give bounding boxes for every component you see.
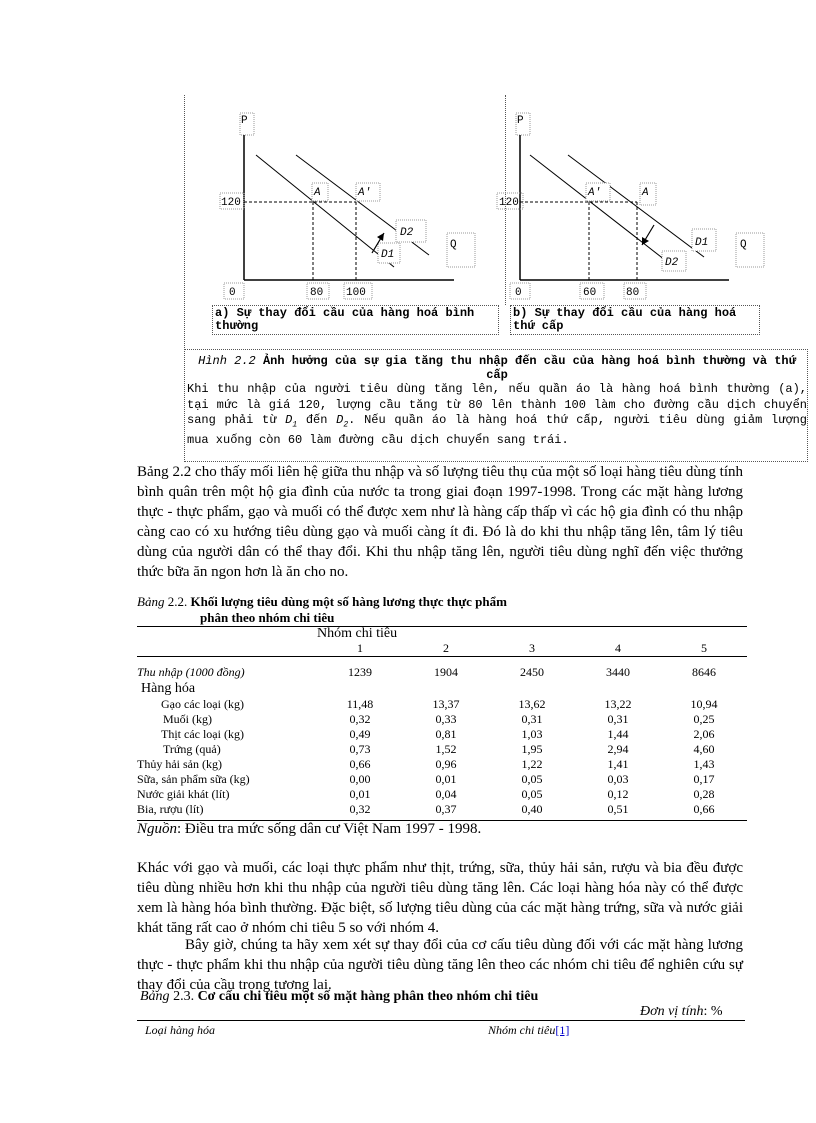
table-2-2 (137, 626, 747, 817)
left-q-label: Q (450, 239, 457, 251)
figure-caption-a: a) Sự thay đổi cầu của hàng hoá bình thường (212, 305, 499, 335)
row-value: 0,33 (435, 712, 457, 726)
row-value: 0,03 (607, 772, 629, 786)
row-label: Muối (kg) (163, 712, 212, 726)
left-p-label: P (241, 115, 248, 127)
col-header: 5 (701, 641, 707, 655)
row-value: 4,60 (693, 742, 715, 756)
row-value: 0,31 (607, 712, 629, 726)
row-label: Nước giải khát (lít) (137, 787, 230, 801)
group-header: Nhóm chi tiêu (317, 626, 398, 641)
figure-caption-box (184, 349, 808, 462)
paragraph-table-intro: Bảng 2.2 cho thấy mối liên hệ giữa thu nhập và số lượng tiêu thụ của một số loại hàng tiêu dùng tính bình quân trên một hộ gia đình của nước ta trong giai đoạn 1997-1998. Trong các mặt hàng lương thực - thực phẩm, gạo và muối có thể được xem như là hàng cấp thấp vì các hộ gia đình có thu nhập càng cao có xu hướng tiêu dùng gạo và muối càng ít đi. Đó là do khi thu nhập tăng lên, tâm lý tiêu dùng của người dân có thể thay đổi. Khi thu nhập tăng lên, người tiêu dùng nghĩ đến việc thưởng thức bữa ăn ngon hơn là ăn cho no. (137, 464, 743, 580)
right-point-a-prime: A' (588, 187, 602, 199)
left-x-tick-2: 100 (346, 287, 366, 299)
table-2-2-title-line2: phân theo nhóm chi tiêu (200, 610, 335, 625)
row-value: 0,32 (349, 802, 371, 816)
row-value: 0,01 (435, 772, 457, 786)
row-value: 0,49 (349, 727, 371, 741)
figure-title: Hình 2.2 Ảnh hưởng của sự gia tăng thu nhập đến cầu của hàng hoá bình thường và thứ cấp (198, 354, 796, 382)
row-label: Sữa, sản phẩm sữa (kg) (137, 772, 250, 786)
right-curve-d2: D2 (665, 257, 679, 269)
row-value: 10,94 (690, 697, 718, 711)
col-header: 2 (443, 641, 449, 655)
row-value: 1,03 (521, 727, 543, 741)
row-value: 0,37 (435, 802, 457, 816)
right-curve-d1: D1 (695, 237, 709, 249)
row-value: 13,62 (518, 697, 546, 711)
row-value: 1,52 (435, 742, 457, 756)
table-2-3-unit: Đơn vị tính: % (640, 1004, 723, 1019)
table-row (137, 727, 747, 742)
paragraph-normal-goods: Khác với gạo và muối, các loại thực phẩm như thịt, trứng, sữa, thủy hải sản, rượu và bia đều được tiêu dùng nhiều hơn khi thu nhập của người tiêu dùng tăng lên. Các loại hàng hóa này có thể được xem là hàng hóa bình thường. Đặc biệt, số lượng tiêu dùng của các mặt hàng trứng, sữa và nước giải khát tăng rất cao ở nhóm chi tiêu 5 so với nhóm 4. (137, 860, 743, 936)
row-value: 0,28 (693, 787, 715, 801)
row-value: 0,01 (349, 787, 371, 801)
row-value: 0,12 (607, 787, 629, 801)
table-row (137, 757, 747, 772)
row-value: 0,04 (435, 787, 457, 801)
graph-right (497, 113, 764, 299)
row-value: 0,96 (435, 757, 457, 771)
row-value: 2,06 (693, 727, 715, 741)
row-value: 0,66 (349, 757, 371, 771)
row-value: 0,05 (521, 772, 543, 786)
row-label: Gạo các loại (kg) (161, 697, 244, 711)
row-label: Trứng (quả) (163, 742, 221, 756)
table-row (137, 787, 747, 802)
table-row (137, 712, 747, 727)
table-source: Nguồn: Điều tra mức sống dân cư Việt Nam 1997 - 1998. (137, 821, 482, 837)
left-x-tick-0: 0 (229, 287, 236, 299)
col-header: 3 (529, 641, 535, 655)
right-p-label: P (517, 115, 524, 127)
footnote-link[interactable]: [1] (555, 1023, 570, 1037)
paragraph-structure-intro: Bây giờ, chúng ta hãy xem xét sự thay đổi của cơ cấu tiêu dùng đối với các mặt hàng lương thực - thực phẩm khi thu nhập của người tiêu dùng tăng lên theo các nhóm chi tiêu để nghiên cứu sự thay đổi của cầu trong tương lai. (137, 937, 743, 993)
goods-header: Hàng hóa (141, 681, 196, 696)
row-value: 1,44 (607, 727, 629, 741)
row-value: 0,40 (521, 802, 543, 816)
figure-caption-b: b) Sự thay đổi cầu của hàng hoá thứ cấp (510, 305, 760, 335)
table-2-2-title-line1: Bảng 2.2. Khối lượng tiêu dùng một số hàng lương thực thực phẩm (137, 594, 507, 609)
row-value: 0,32 (349, 712, 371, 726)
row-value: 0,00 (349, 772, 371, 786)
row-value: 0,51 (607, 802, 629, 816)
income-cell: 8646 (692, 665, 716, 679)
right-x-tick-1: 60 (583, 287, 597, 299)
row-value: 2,94 (607, 742, 629, 756)
row-value: 13,37 (432, 697, 460, 711)
income-cell: 2450 (520, 665, 544, 679)
row-value: 1,22 (521, 757, 543, 771)
left-curve-d1: D1 (381, 249, 395, 261)
row-value: 0,17 (693, 772, 715, 786)
row-label: Thịt các loại (kg) (161, 727, 244, 741)
left-point-a-prime: A' (358, 187, 372, 199)
row-value: 0,73 (349, 742, 371, 756)
right-x-tick-0: 0 (515, 287, 522, 299)
table-2-3-top-rule (137, 1020, 745, 1021)
table-row (137, 697, 747, 712)
right-price-tick: 120 (499, 197, 519, 209)
row-value: 1,41 (607, 757, 629, 771)
row-value: 0,31 (521, 712, 543, 726)
row-value: 0,05 (521, 787, 543, 801)
row-label: Thủy hải sản (kg) (137, 757, 222, 771)
row-value: 0,81 (435, 727, 457, 741)
col-header: 4 (615, 641, 621, 655)
right-q-label: Q (740, 239, 747, 251)
table-row (137, 772, 747, 787)
row-value: 13,22 (604, 697, 632, 711)
row-label: Bia, rượu (lít) (137, 802, 204, 816)
table-2-3-col-goods: Loại hàng hóa (145, 1023, 216, 1037)
row-value: 11,48 (346, 697, 374, 711)
row-value: 1,95 (521, 742, 543, 756)
left-curve-d2: D2 (400, 227, 414, 239)
income-cell: 1904 (434, 665, 458, 679)
row-value: 0,66 (693, 802, 715, 816)
table-2-3-title: Bảng 2.3. Cơ cấu chi tiêu một số mặt hàng phân theo nhóm chi tiêu (140, 989, 539, 1004)
col-header: 1 (357, 641, 363, 655)
row-value: 1,43 (693, 757, 715, 771)
table-row (137, 802, 747, 817)
graph-left (220, 113, 475, 299)
income-cell: 3440 (606, 665, 630, 679)
left-point-a: A (314, 187, 321, 199)
figure-description: Khi thu nhập của người tiêu dùng tăng lên, nếu quần áo là hàng hoá bình thường (a), tại mức là giá 120, lượng cầu tăng từ 80 lên thành 100 làm cho đường cầu dịch chuyển sang phải từ $D_1$ đến $D_2$. Nếu quần áo là hàng hoá thứ cấp, người tiêu dùng giảm lượng mua xuống còn 60 làm đường cầu dịch chuyển sang trái. (187, 382, 807, 447)
right-point-a: A (642, 187, 649, 199)
row-value: 0,25 (693, 712, 715, 726)
left-x-tick-1: 80 (310, 287, 324, 299)
income-label: Thu nhập (1000 đồng) (137, 665, 245, 679)
right-x-tick-2: 80 (626, 287, 640, 299)
income-cell: 1239 (348, 665, 372, 679)
table-row (137, 742, 747, 757)
left-price-tick: 120 (221, 197, 241, 209)
table-2-3-col-group: Nhóm chi tiêu[1] (488, 1023, 570, 1037)
